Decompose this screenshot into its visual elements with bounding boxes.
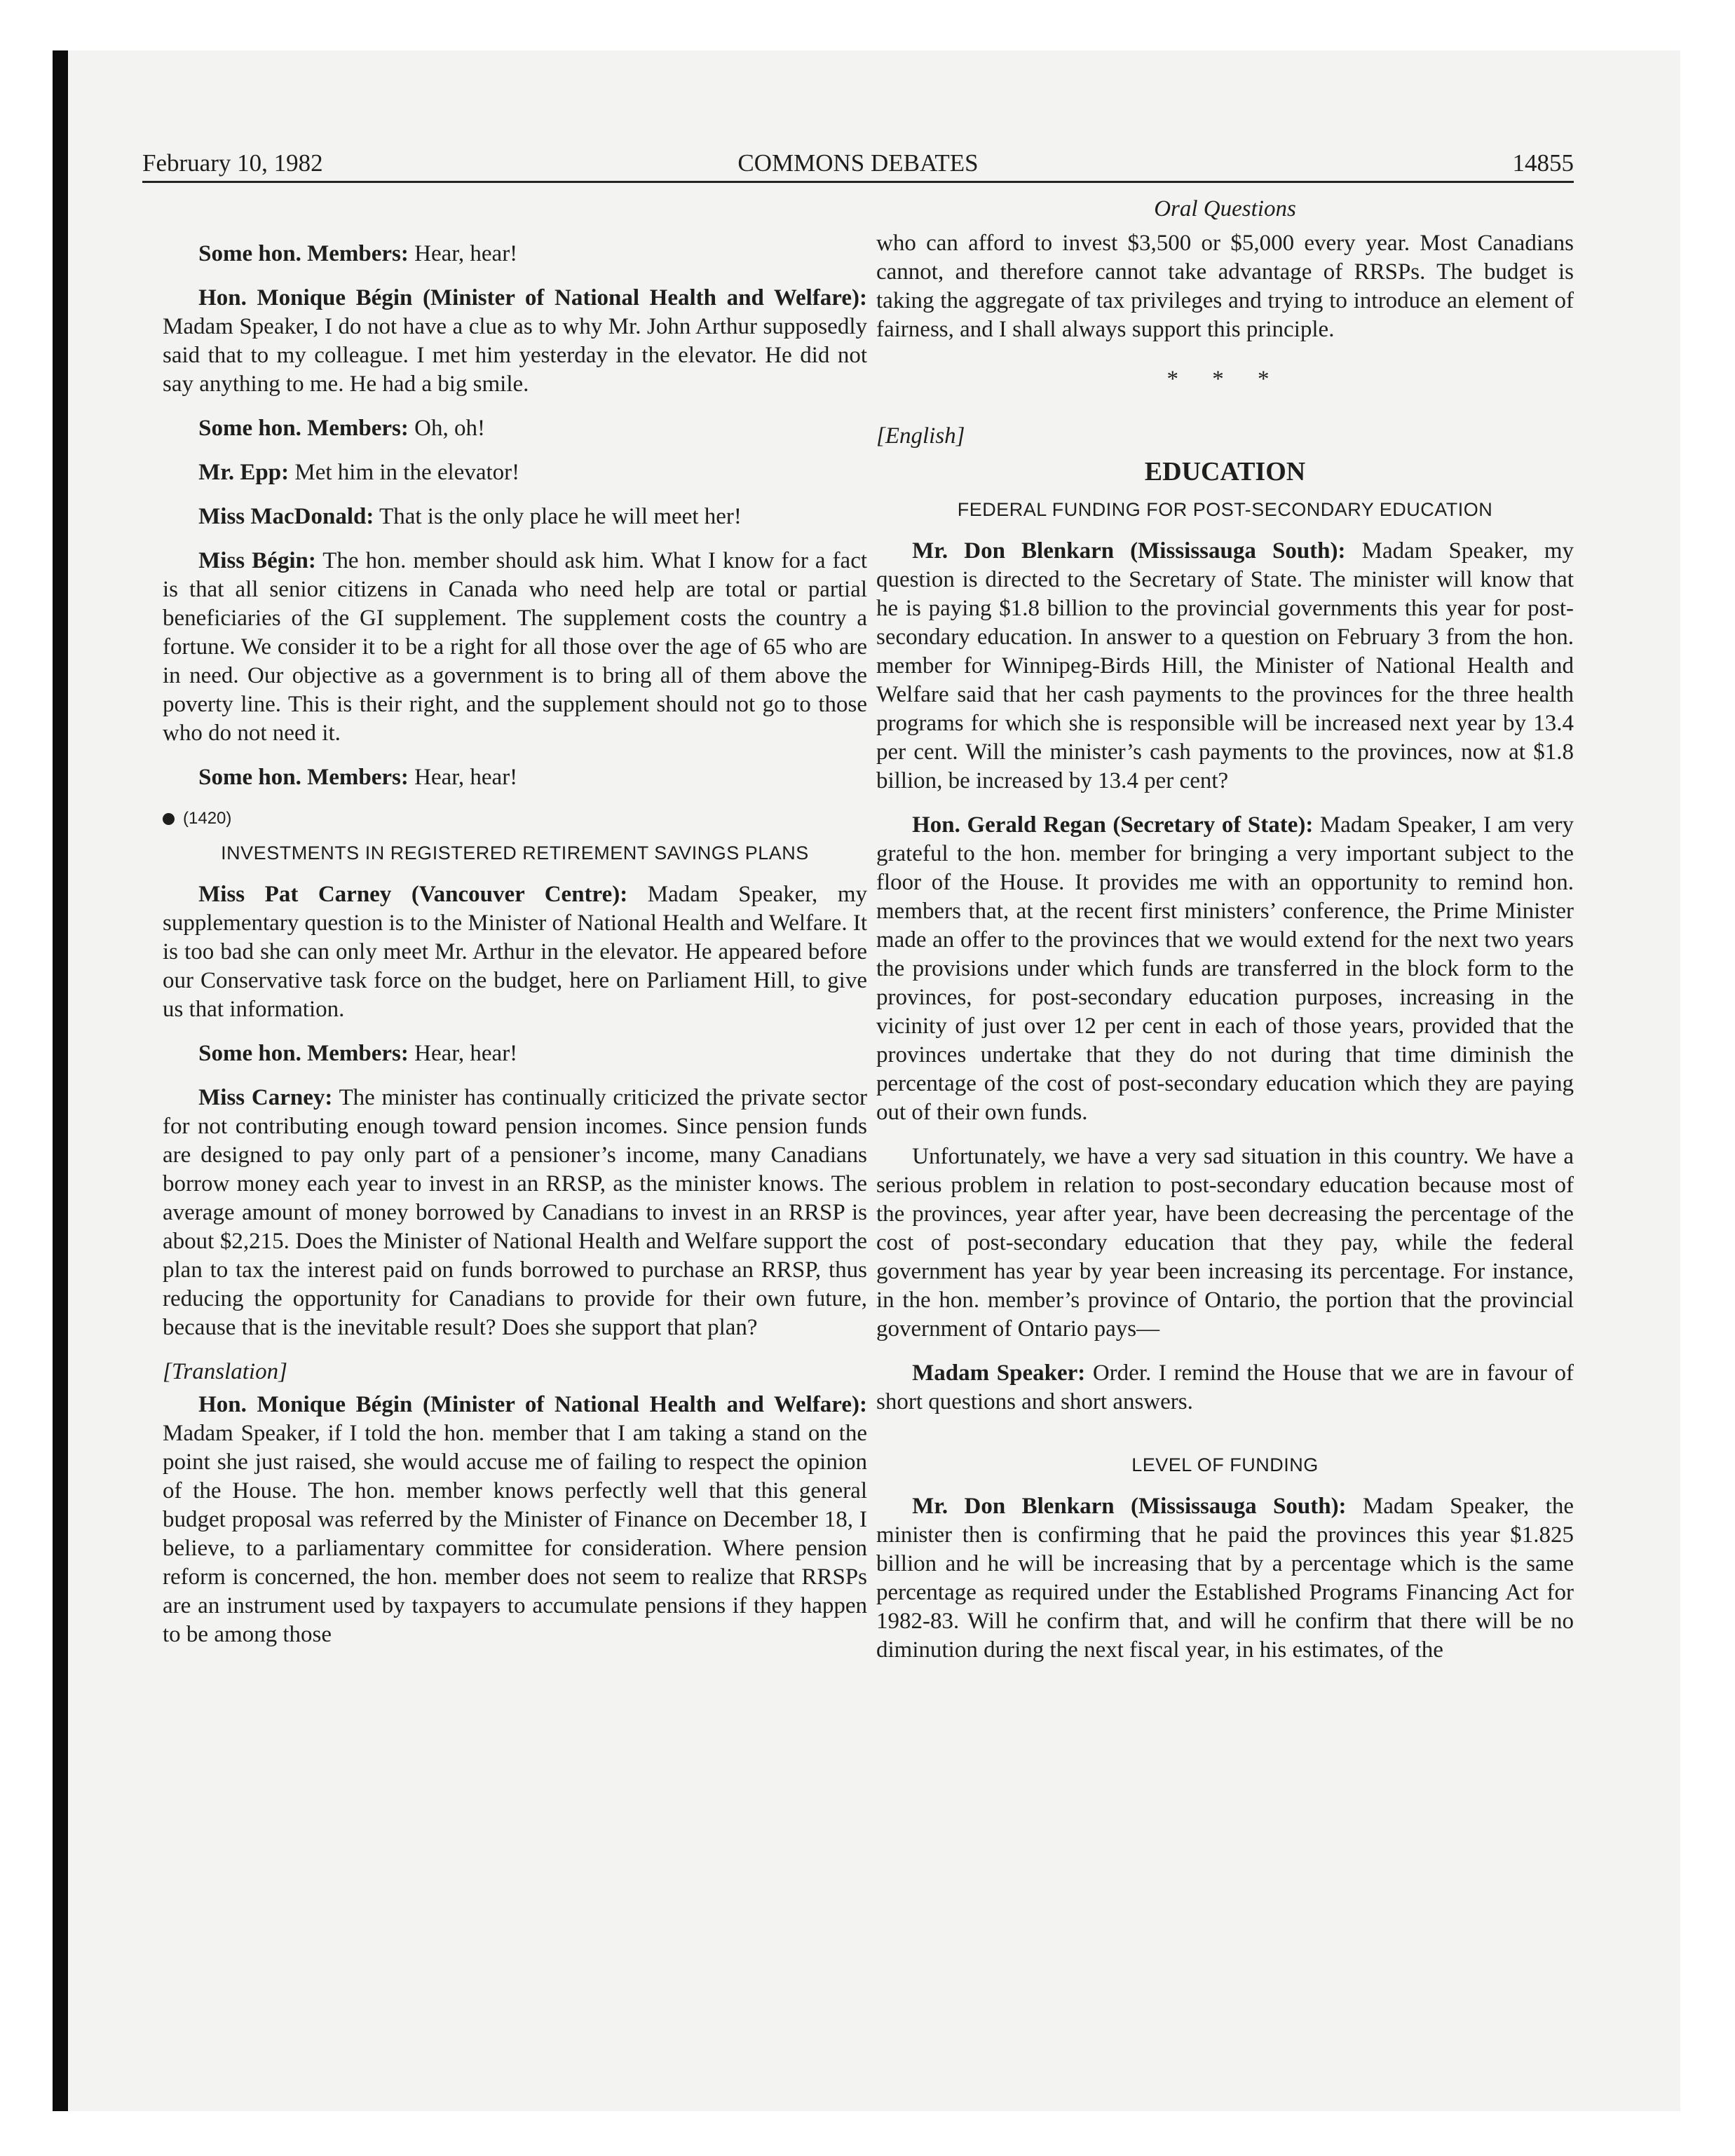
speech-text: Madam Speaker, if I told the hon. member that I am taking a stand on the point she just raised, she would accuse me of failing to respect the opinion of the House. The hon. member knows perfectly well that this general budget proposal was referred by the Minister of Finance on December 18, I believe, to a parliamentary committee for consideration. Where pension reform is concerned, the hon. member does not seem to realize that RRSPs are an instrument used by taxpayers to accumulate pensions if they happen to be among those: [163, 1421, 867, 1647]
paragraph: [163, 503, 867, 531]
speaker: Miss Pat Carney (Vancouver Centre):: [198, 882, 628, 907]
page-header: [142, 146, 1574, 183]
speaker: Madam Speaker:: [912, 1360, 1086, 1386]
paragraph: [163, 1084, 867, 1342]
speaker: Some hon. Members:: [198, 416, 409, 441]
speaker: Mr. Don Blenkarn (Mississauga South):: [912, 1494, 1347, 1519]
header-date: February 10, 1982: [142, 149, 323, 177]
section-break: * * *: [1166, 367, 1284, 392]
running-head: Oral Questions: [1154, 196, 1296, 221]
paragraph: [163, 458, 867, 487]
paragraph: [163, 414, 867, 443]
speaker: Mr. Don Blenkarn (Mississauga South):: [912, 538, 1346, 564]
right-column: [876, 195, 1574, 1680]
speech-text: The minister has continually criticized the private sector for not contributing enough toward pension incomes. Since pension funds are designed to pay only part of a pensioner’s income, many Canadians borrow money each year to invest in an RRSP, as the minister knows. The average amount of money borrowed by Canadians to invest in an RRSP is about $2,215. Does the Minister of National Health and Welfare support the plan to tax the interest paid on funds borrowed to purchase an RRSP, thus reducing the opportunity for Canadians to provide for their own future, because that is the inevitable result? Does she support that plan?: [163, 1085, 867, 1340]
paragraph: [163, 1039, 867, 1068]
speaker: Mr. Epp:: [198, 460, 290, 485]
header-page-number: 14855: [1512, 149, 1574, 177]
paragraph: [876, 537, 1574, 796]
subheading: LEVEL OF FUNDING: [1131, 1454, 1319, 1475]
speech-text: Hear, hear!: [408, 1041, 518, 1066]
paragraph: [876, 1359, 1574, 1417]
speech-text: Madam Speaker, the minister then is confirming that he paid the provinces this year $1.825 billion and he will be increasing that by a percentage which is the same percentage as required under the Established Programs Financing Act for 1982-83. Will he confirm that, and will he confirm that there will be no diminution during the next fiscal year, in his estimates, of the: [876, 1494, 1574, 1663]
paragraph: [163, 880, 867, 1024]
time-marker-text: (1420): [183, 809, 232, 828]
paragraph: [163, 1391, 867, 1649]
speech-text: Madam Speaker, I do not have a clue as to why Mr. John Arthur supposedly said that to my colleague. I met him yesterday in the elevator. He did not say anything to me. He had a big smile.: [163, 314, 867, 397]
speech-text: Madam Speaker, my supplementary question is to the Minister of National Health and Welfare. It is too bad she can only meet Mr. Arthur in the elevator. He appeared before our Conservative task force on the budget, here on Parliament Hill, to give us that information.: [163, 882, 868, 1022]
speech-text: Oh, oh!: [408, 416, 485, 441]
paragraph: [163, 763, 867, 792]
subheading: FEDERAL FUNDING FOR POST-SECONDARY EDUCATION: [957, 499, 1493, 520]
speaker: Hon. Monique Bégin (Minister of National Health and Welfare):: [198, 285, 867, 311]
paragraph: [163, 547, 867, 748]
left-column: [163, 195, 867, 1665]
speaker: Miss Carney:: [198, 1085, 333, 1110]
paragraph: [163, 240, 867, 268]
speaker: Some hon. Members:: [198, 1041, 409, 1066]
speech-text: Madam Speaker, I am very grateful to the hon. member for bringing a very important subject to the floor of the House. It provides me with an opportunity to remind hon. members that, at the recent first ministers’ conference, the Prime Minister made an offer to the provinces that we would extend for the next two years the provisions under which funds are transferred in the block form to the provinces, for post-secondary education purposes, increasing in the vicinity of just over 12 per cent in each of those years, provided that the provinces undertake that they do not during that time diminish the percentage of the cost of post-secondary education which they are paying out of their own funds.: [876, 812, 1574, 1125]
header-title: COMMONS DEBATES: [737, 149, 979, 177]
bullet-dot-icon: [163, 813, 175, 825]
speaker: Miss MacDonald:: [198, 504, 374, 529]
speaker: Some hon. Members:: [198, 765, 409, 790]
section-heading: EDUCATION: [1144, 457, 1306, 486]
speech-text: The hon. member should ask him. What I know for a fact is that all senior citizens in Canada who need help are total or partial beneficiaries of the GI supplement. The supplement costs the country a fortune. We consider it to be a right for all those over the age of 65 who are in need. Our objective as a government is to bring all of them above the poverty line. This is their right, and the supplement should not go to those who do not need it.: [163, 548, 868, 746]
paragraph: who can afford to invest $3,500 or $5,000 every year. Most Canadians cannot, and therefore cannot take advantage of RRSPs. The budget is taking the aggregate of tax privileges and trying to introduce an element of fairness, and I shall always support this principle.: [876, 231, 1574, 342]
paragraph: Unfortunately, we have a very sad situation in this country. We have a serious problem in relation to post-secondary education because most of the provinces, year after year, have been decreasing the percentage of the cost of post-secondary education that they pay, while the federal government has year by year been increasing its percentage. For instance, in the hon. member’s province of Ontario, the portion that the provincial government of Ontario pays—: [876, 1144, 1574, 1342]
speech-text: Order. I remind the House that we are in favour of short questions and short answers.: [876, 1360, 1574, 1414]
speech-text: Madam Speaker, my question is directed to the Secretary of State. The minister will know that he is paying $1.8 billion to the provincial governments this year for post-secondary education. In answer to a question on February 3 from the hon. member for Winnipeg-Birds Hill, the Minister of National Health and Welfare said that her cash payments to the provinces for the three health programs for which she is responsible will be increased next year by 13.4 per cent. Will the minister’s cash payments to the provinces, now at $1.8 billion, be increased by 13.4 per cent?: [876, 538, 1574, 793]
paragraph: [876, 811, 1574, 1127]
speech-text: Hear, hear!: [408, 241, 518, 266]
speech-text: Hear, hear!: [408, 765, 518, 790]
language-note: [English]: [876, 423, 965, 449]
speaker: Hon. Monique Bégin (Minister of National Health and Welfare):: [198, 1392, 867, 1417]
time-marker: [163, 807, 867, 830]
speaker: Hon. Gerald Regan (Secretary of State):: [912, 812, 1314, 838]
speech-text: That is the only place he will meet her!: [374, 504, 742, 529]
language-note: [Translation]: [163, 1359, 287, 1384]
speech-text: Met him in the elevator!: [289, 460, 520, 485]
paragraph: [163, 284, 867, 399]
scan-edge: [53, 50, 68, 2111]
paragraph: [876, 1492, 1574, 1665]
speaker: Miss Bégin:: [198, 548, 316, 573]
subheading: INVESTMENTS IN REGISTERED RETIREMENT SAVINGS PLANS: [221, 842, 809, 864]
speaker: Some hon. Members:: [198, 241, 409, 266]
